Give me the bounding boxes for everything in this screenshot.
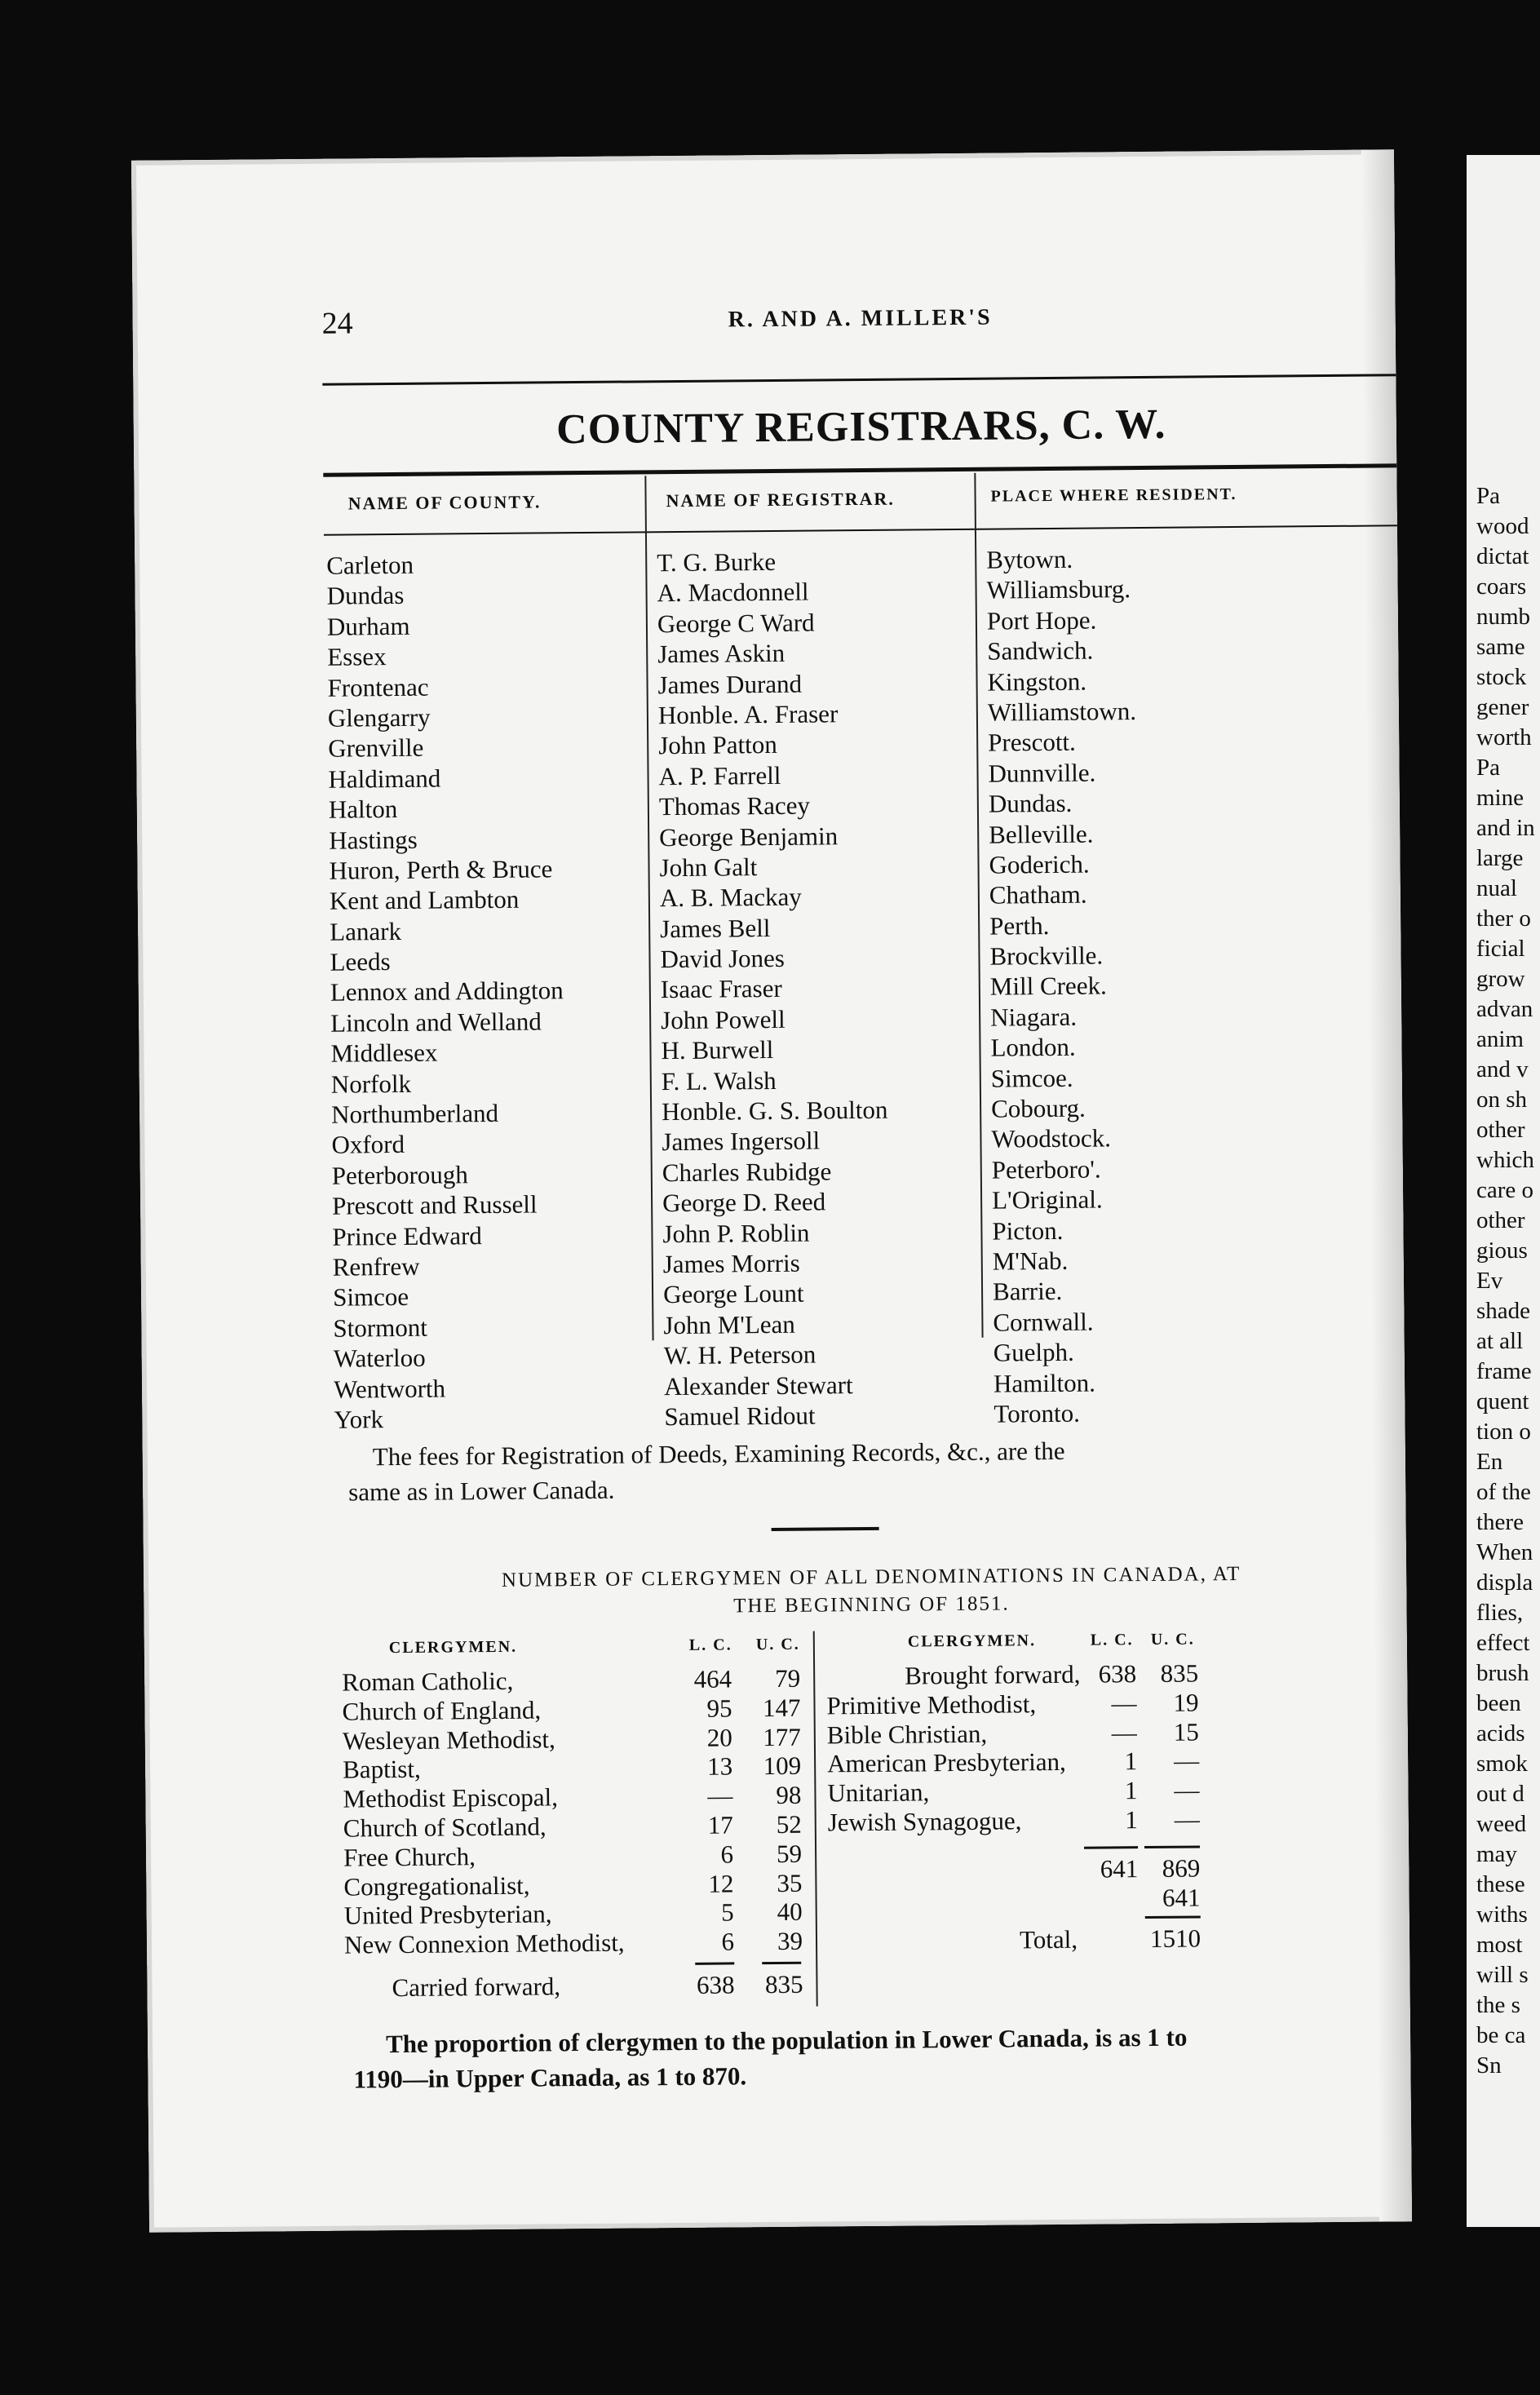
running-head: R. AND A. MILLER'S — [728, 304, 993, 333]
registrar-name: Honble. A. Fraser — [657, 699, 839, 730]
facing-page-line: Pa — [1476, 483, 1500, 509]
left-sum-rule-lc — [695, 1962, 734, 1964]
facing-page-line: out d — [1476, 1781, 1525, 1807]
denomination-name: Free Church, — [343, 1841, 476, 1872]
registrar-name: T. G. Burke — [657, 547, 777, 578]
facing-page — [1467, 155, 1540, 2227]
uc-count: 40 — [777, 1897, 803, 1927]
subtotal-lc: 641 — [1100, 1854, 1139, 1884]
uc-count: 79 — [775, 1663, 801, 1693]
lc-count: 1 — [1124, 1776, 1138, 1805]
facing-page-line: effect — [1476, 1630, 1530, 1656]
page-header — [322, 296, 1399, 343]
place-resident: Woodstock. — [991, 1123, 1112, 1154]
fees-note-line-2: same as in Lower Canada. — [348, 1475, 615, 1507]
registrar-name: George C Ward — [657, 608, 815, 638]
left-names — [342, 1665, 695, 1960]
page-number: 24 — [321, 306, 353, 341]
registrar-name: John M'Lean — [663, 1309, 795, 1339]
county-name: Waterloo — [333, 1343, 426, 1373]
facing-page-line: and v — [1476, 1056, 1529, 1082]
place-resident: Cornwall. — [993, 1307, 1094, 1337]
uc-count: 52 — [776, 1809, 802, 1839]
facing-page-line: displa — [1476, 1569, 1533, 1596]
lc-count: — — [1111, 1688, 1137, 1718]
denomination-name: Unitarian, — [827, 1777, 930, 1808]
uc-count: 147 — [762, 1693, 801, 1722]
left-head-clergymen: CLERGYMEN. — [388, 1637, 518, 1658]
lc-count: 1 — [1124, 1746, 1138, 1776]
county-name: Leeds — [330, 947, 391, 976]
facing-page-line: at all — [1476, 1328, 1524, 1354]
denomination-name: Primitive Methodist, — [826, 1689, 1037, 1720]
uc-count: 59 — [776, 1839, 803, 1868]
denomination-name: Church of Scotland, — [343, 1812, 547, 1843]
county-name: Grenville — [328, 733, 424, 764]
denomination-name: Baptist, — [343, 1755, 421, 1785]
registrar-name: James Morris — [662, 1248, 800, 1279]
fees-note — [348, 1430, 1393, 1509]
county-name: Prince Edward — [332, 1220, 482, 1251]
registrar-name: James Durand — [657, 669, 803, 699]
lc-count: 6 — [720, 1839, 734, 1869]
facing-page-line: anim — [1476, 1026, 1524, 1052]
denomination-name: Church of England, — [342, 1695, 542, 1726]
page-title: COUNTY REGISTRARS, C. W. — [555, 401, 1166, 454]
place-resident: Dunnville. — [988, 758, 1096, 788]
county-name: Huron, Perth & Bruce — [329, 854, 553, 885]
denomination-name: New Connexion Methodist, — [343, 1928, 625, 1959]
place-resident: Peterboro'. — [991, 1154, 1101, 1184]
county-name: York — [334, 1405, 384, 1434]
facing-page-line: gious — [1476, 1237, 1528, 1264]
facing-page-line: which — [1476, 1147, 1534, 1173]
facing-page-line: same — [1476, 634, 1525, 660]
proportion-line-2: 1190—in Upper Canada, as 1 to 870. — [353, 2061, 747, 2094]
county-name: Norfolk — [330, 1069, 412, 1099]
facing-page-line: frame — [1476, 1358, 1532, 1384]
facing-page-line: Ev — [1476, 1268, 1503, 1294]
county-name: Middlesex — [330, 1038, 438, 1068]
left-sum-rule-uc — [762, 1962, 801, 1964]
facing-page-line: weed — [1476, 1811, 1527, 1837]
facing-page-line: the s — [1476, 1992, 1520, 2018]
lc-count: 95 — [706, 1693, 732, 1723]
facing-page-line: Pa — [1476, 755, 1500, 781]
proportion-line-1: The proportion of clergymen to the population in Lower Canada, is as 1 to — [385, 2022, 1188, 2059]
county-name: Hastings — [329, 825, 418, 855]
facing-page-line: other — [1476, 1117, 1525, 1143]
left-lc-values — [675, 1664, 734, 1957]
right-sum-rule-lc — [1084, 1846, 1138, 1849]
facing-page-line: grow — [1476, 966, 1525, 992]
registrar-name: Isaac Fraser — [660, 974, 782, 1004]
county-name: Frontenac — [327, 672, 429, 702]
uc-count: — — [1173, 1746, 1200, 1776]
place-resident: Mill Creek. — [989, 971, 1107, 1002]
registrar-name: W. H. Peterson — [663, 1339, 816, 1370]
registrar-name: George Lount — [662, 1279, 804, 1309]
county-name: Haldimand — [328, 764, 441, 794]
county-name: Halton — [328, 795, 398, 824]
facing-page-line: When — [1476, 1539, 1533, 1565]
county-name: Lanark — [330, 916, 402, 946]
uc-count: 19 — [1173, 1688, 1199, 1717]
denomination-name: American Presbyterian, — [826, 1747, 1066, 1778]
facing-page-line: large — [1476, 845, 1524, 871]
right-head-clergymen: CLERGYMEN. — [907, 1631, 1037, 1651]
carried-forward-label: Carried forward, — [392, 1972, 561, 2003]
registrar-name: James Ingersoll — [662, 1126, 821, 1157]
facing-page-line: these — [1476, 1871, 1525, 1897]
registrar-name: A. P. Farrell — [658, 760, 781, 790]
place-resident: Kingston. — [987, 666, 1087, 697]
right-uc-values — [1141, 1658, 1200, 1834]
registrar-column — [657, 545, 978, 1432]
place-resident: Williamsburg. — [986, 574, 1131, 605]
facing-page-line: there — [1476, 1509, 1524, 1535]
facing-page-line: gener — [1476, 694, 1529, 720]
lc-count: 12 — [708, 1869, 734, 1898]
column-head-county: NAME OF COUNTY. — [347, 491, 542, 514]
uc-count: 35 — [777, 1868, 803, 1897]
column-head-rule — [324, 525, 1401, 536]
registrar-name: Honble. G. S. Boulton — [661, 1095, 888, 1127]
total-rule — [1145, 1915, 1201, 1919]
lc-count: — — [1111, 1717, 1137, 1746]
registrar-name: Thomas Racey — [658, 790, 811, 821]
lc-count: 17 — [707, 1810, 733, 1839]
county-name: Glengarry — [327, 702, 431, 733]
denomination-name: Wesleyan Methodist, — [342, 1724, 555, 1755]
county-name: Carleton — [326, 550, 414, 580]
denomination-name: United Presbyterian, — [343, 1899, 552, 1930]
facing-page-line: most — [1476, 1932, 1523, 1958]
facing-page-line: and in — [1476, 815, 1535, 841]
registrar-name: H. Burwell — [661, 1035, 774, 1065]
column-head-registrar: NAME OF REGISTRAR. — [666, 488, 895, 511]
county-name: Lennox and Addington — [330, 976, 564, 1007]
county-name: Durham — [326, 611, 410, 641]
facing-page-line: may — [1476, 1841, 1517, 1867]
place-resident: Belleville. — [989, 819, 1094, 849]
facing-page-line: coars — [1476, 573, 1527, 600]
book-page — [131, 149, 1412, 2232]
right-head-lc: L. C. — [1090, 1631, 1134, 1649]
facing-page-line: worth — [1476, 724, 1532, 750]
facing-page-line: Sn — [1476, 2052, 1502, 2078]
facing-page-line: ficial — [1476, 936, 1525, 962]
county-name: Peterborough — [331, 1160, 468, 1190]
facing-page-line: advan — [1476, 996, 1533, 1022]
left-head-lc: L. C. — [688, 1636, 732, 1654]
place-resident: Port Hope. — [986, 605, 1097, 635]
registrar-name: A. Macdonnell — [657, 577, 809, 608]
carried-forward-uc: 835 — [764, 1969, 803, 1999]
carried-forward-lc: 638 — [696, 1970, 735, 1999]
registrar-name: John Powell — [661, 1004, 785, 1035]
facing-page-line: be ca — [1476, 2022, 1526, 2048]
registrar-name: Samuel Ridout — [664, 1401, 816, 1432]
title-rule — [323, 463, 1400, 477]
place-resident: Sandwich. — [987, 635, 1094, 666]
total-label: Total, — [1019, 1924, 1078, 1955]
facing-page-line: of the — [1476, 1479, 1531, 1505]
facing-page-line: brush — [1476, 1660, 1529, 1686]
place-resident: Goderich. — [989, 849, 1090, 879]
proportion-note — [353, 2017, 1412, 2096]
denomination-name: Brought forward, — [905, 1659, 1081, 1690]
uc-count: 177 — [763, 1722, 801, 1751]
facing-page-line: stock — [1476, 664, 1527, 690]
registrar-name: John Galt — [659, 852, 758, 883]
place-resident: Chatham. — [989, 879, 1087, 910]
page-edge — [1361, 149, 1412, 2221]
registrar-name: James Bell — [660, 913, 771, 943]
place-resident: Dundas. — [988, 788, 1073, 818]
place-resident: Prescott. — [988, 728, 1076, 758]
county-name: Simcoe — [332, 1282, 409, 1313]
lc-count: 5 — [721, 1897, 734, 1927]
lc-count: 13 — [707, 1751, 733, 1782]
county-name: Kent and Lambton — [329, 884, 520, 916]
county-name: Wentworth — [333, 1374, 446, 1404]
place-resident: Guelph. — [993, 1337, 1074, 1367]
facing-page-line: care o — [1476, 1177, 1534, 1203]
uc-count: 39 — [777, 1926, 803, 1956]
lc-count: 638 — [1098, 1659, 1137, 1689]
facing-page-line: ther o — [1476, 905, 1531, 932]
registrar-name: F. L. Walsh — [661, 1065, 777, 1096]
facing-page-line: flies, — [1476, 1600, 1524, 1626]
subtotal-uc: 869 641 — [1162, 1853, 1201, 1912]
registrar-name: Alexander Stewart — [663, 1370, 853, 1401]
denomination-name: Congregationalist, — [343, 1870, 530, 1901]
registrar-name: John P. Roblin — [662, 1218, 810, 1248]
right-lc-values — [1082, 1659, 1138, 1835]
uc-count: 15 — [1173, 1717, 1199, 1746]
denomination-name: Bible Christian, — [826, 1719, 988, 1750]
clergy-title-line-2: THE BEGINNING OF 1851. — [733, 1592, 1010, 1618]
facing-page-line: will s — [1476, 1962, 1529, 1988]
registrar-name: David Jones — [660, 943, 785, 974]
place-resident: Cobourg. — [990, 1093, 1086, 1123]
county-name: Dundas — [326, 581, 405, 611]
registrar-name: George D. Reed — [662, 1187, 826, 1218]
uc-count: 835 — [1160, 1658, 1199, 1688]
lc-count: 1 — [1125, 1805, 1138, 1835]
denomination-name: Methodist Episcopal, — [343, 1782, 559, 1813]
uc-count: 98 — [776, 1780, 802, 1810]
left-head-uc: U. C. — [755, 1635, 800, 1654]
county-name: Oxford — [331, 1130, 405, 1160]
facing-page-line: numb — [1476, 604, 1531, 630]
place-resident: M'Nab. — [992, 1246, 1069, 1276]
place-resident: Brockville. — [989, 941, 1104, 971]
facing-page-line: wood — [1476, 513, 1529, 539]
place-resident: Hamilton. — [993, 1368, 1096, 1398]
uc-count: 109 — [763, 1751, 802, 1781]
lc-count: — — [707, 1781, 733, 1810]
registrar-name: Charles Rubidge — [662, 1157, 832, 1187]
clergy-title-line-1: NUMBER OF CLERGYMEN OF ALL DENOMINATIONS IN CANADA, AT — [501, 1562, 1241, 1592]
lc-count: 20 — [706, 1723, 732, 1752]
place-resident: Toronto. — [993, 1398, 1081, 1428]
facing-page-line: mine — [1476, 785, 1524, 811]
registrar-name: George Benjamin — [659, 821, 839, 852]
place-resident: Simcoe. — [990, 1063, 1073, 1093]
denomination-name: Jewish Synagogue, — [827, 1806, 1022, 1837]
place-resident: Barrie. — [992, 1277, 1063, 1307]
left-uc-values — [738, 1664, 803, 1957]
facing-page-line: acids — [1476, 1720, 1525, 1746]
clergy-divider — [813, 1631, 818, 2007]
facing-page-line: En — [1476, 1449, 1503, 1475]
county-name: Essex — [327, 642, 387, 671]
facing-page-line: quent — [1476, 1388, 1529, 1414]
clergy-title — [333, 1559, 1410, 1624]
county-name: Northumberland — [331, 1098, 499, 1129]
carried-forward-row — [392, 1971, 685, 2003]
section-divider — [772, 1527, 879, 1531]
county-name: Stormont — [333, 1313, 427, 1343]
uc-count: — — [1174, 1775, 1200, 1804]
county-name: Renfrew — [332, 1251, 420, 1282]
facing-page-text — [1476, 481, 1540, 2081]
lc-count: 464 — [693, 1664, 732, 1693]
facing-page-line: nual — [1476, 875, 1517, 901]
county-column — [326, 547, 648, 1435]
column-head-place: PLACE WHERE RESIDENT. — [990, 485, 1237, 506]
place-resident: Bytown. — [986, 544, 1073, 574]
uc-count: — — [1174, 1804, 1200, 1834]
denomination-name: Roman Catholic, — [342, 1666, 514, 1697]
facing-page-line: smok — [1476, 1751, 1528, 1777]
right-head-uc: U. C. — [1150, 1630, 1195, 1649]
facing-page-line: been — [1476, 1690, 1521, 1716]
place-resident: London. — [990, 1032, 1076, 1062]
facing-page-line: other — [1476, 1207, 1525, 1233]
lc-count: 6 — [721, 1927, 735, 1956]
registrar-name: John Patton — [658, 730, 777, 760]
header-rule — [322, 374, 1399, 386]
place-column — [986, 542, 1369, 1429]
fees-note-line-1: The fees for Registration of Deeds, Examining Records, &c., are the — [372, 1436, 1065, 1472]
registrar-name: A. B. Mackay — [659, 882, 802, 913]
county-name: Prescott and Russell — [331, 1189, 538, 1220]
facing-page-line: withs — [1476, 1901, 1528, 1928]
county-name: Lincoln and Welland — [330, 1007, 542, 1038]
place-resident: Niagara. — [989, 1002, 1078, 1032]
facing-page-line: dictat — [1476, 543, 1529, 569]
facing-page-line: shade — [1476, 1298, 1531, 1324]
place-resident: Perth. — [989, 910, 1050, 941]
place-resident: Williamstown. — [987, 697, 1137, 727]
facing-page-line: on sh — [1476, 1087, 1528, 1113]
facing-page-line: tion o — [1476, 1419, 1531, 1445]
right-sum-rule-uc — [1144, 1845, 1200, 1848]
registrar-name: James Askin — [657, 639, 785, 669]
place-resident: Picton. — [992, 1215, 1064, 1246]
total-value: 1510 — [1149, 1924, 1201, 1953]
place-resident: L'Original. — [991, 1184, 1103, 1215]
